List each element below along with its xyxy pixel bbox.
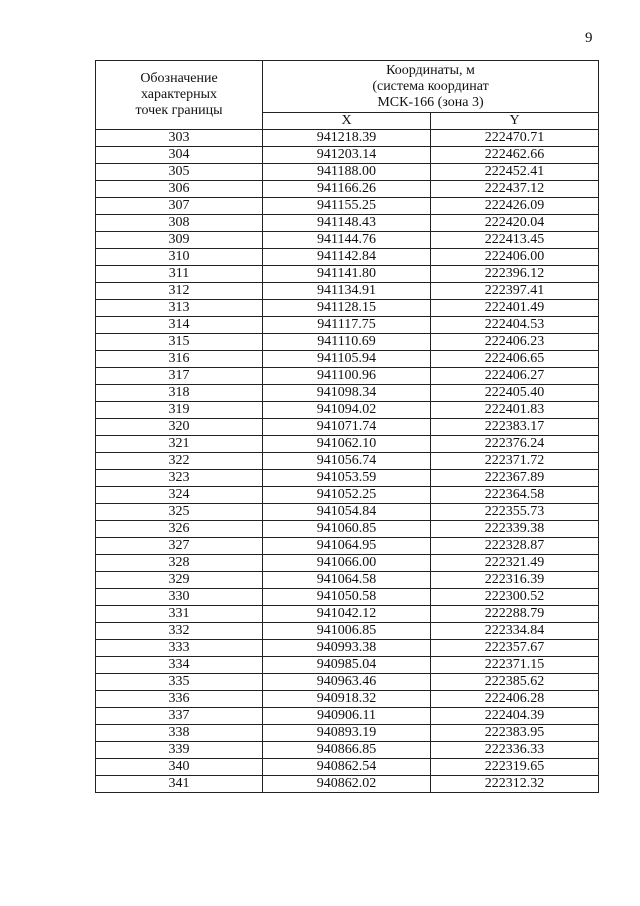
x-coordinate-cell: 941134.91 xyxy=(263,283,431,300)
table-row xyxy=(96,402,599,419)
x-coordinate-cell: 941094.02 xyxy=(263,402,431,419)
table-row xyxy=(96,572,599,589)
x-coordinate-cell: 940862.02 xyxy=(263,776,431,793)
point-id-cell: 332 xyxy=(96,623,263,640)
x-coordinate-cell: 941141.80 xyxy=(263,266,431,283)
point-id-cell: 334 xyxy=(96,657,263,674)
header-point-line: Обозначение xyxy=(140,71,218,86)
y-coordinate-cell: 222364.58 xyxy=(431,487,599,504)
point-id-cell: 326 xyxy=(96,521,263,538)
table-row xyxy=(96,674,599,691)
point-id-cell: 327 xyxy=(96,538,263,555)
x-coordinate-cell: 941188.00 xyxy=(263,164,431,181)
y-coordinate-cell: 222383.17 xyxy=(431,419,599,436)
table-row xyxy=(96,351,599,368)
point-id-cell: 318 xyxy=(96,385,263,402)
header-y: Y xyxy=(431,113,599,130)
y-coordinate-cell: 222470.71 xyxy=(431,130,599,147)
x-coordinate-cell: 941071.74 xyxy=(263,419,431,436)
point-id-cell: 307 xyxy=(96,198,263,215)
coordinates-table xyxy=(95,60,599,793)
y-coordinate-cell: 222300.52 xyxy=(431,589,599,606)
table-row xyxy=(96,266,599,283)
table-row xyxy=(96,538,599,555)
y-coordinate-cell: 222355.73 xyxy=(431,504,599,521)
table-row xyxy=(96,742,599,759)
table-row xyxy=(96,589,599,606)
x-coordinate-cell: 941050.58 xyxy=(263,589,431,606)
table-row xyxy=(96,640,599,657)
point-id-cell: 321 xyxy=(96,436,263,453)
y-coordinate-cell: 222367.89 xyxy=(431,470,599,487)
x-coordinate-cell: 940985.04 xyxy=(263,657,431,674)
header-coord-line: (система координат xyxy=(372,78,489,94)
table-row xyxy=(96,385,599,402)
point-id-cell: 311 xyxy=(96,266,263,283)
point-id-cell: 337 xyxy=(96,708,263,725)
y-coordinate-cell: 222406.28 xyxy=(431,691,599,708)
table-row xyxy=(96,164,599,181)
point-id-cell: 320 xyxy=(96,419,263,436)
y-coordinate-cell: 222404.53 xyxy=(431,317,599,334)
x-coordinate-cell: 940918.32 xyxy=(263,691,431,708)
table-row xyxy=(96,436,599,453)
table-row xyxy=(96,725,599,742)
x-coordinate-cell: 941142.84 xyxy=(263,249,431,266)
point-id-cell: 323 xyxy=(96,470,263,487)
point-id-cell: 315 xyxy=(96,334,263,351)
header-point-line: характерных xyxy=(140,87,218,102)
point-id-cell: 308 xyxy=(96,215,263,232)
table-row xyxy=(96,215,599,232)
x-coordinate-cell: 941155.25 xyxy=(263,198,431,215)
table-row xyxy=(96,334,599,351)
x-coordinate-cell: 941056.74 xyxy=(263,453,431,470)
page-number: 9 xyxy=(585,30,593,46)
x-coordinate-cell: 941105.94 xyxy=(263,351,431,368)
table-row xyxy=(96,759,599,776)
y-coordinate-cell: 222288.79 xyxy=(431,606,599,623)
header-point-designation xyxy=(96,61,263,130)
table-row xyxy=(96,130,599,147)
table-row xyxy=(96,198,599,215)
y-coordinate-cell: 222371.15 xyxy=(431,657,599,674)
y-coordinate-cell: 222383.95 xyxy=(431,725,599,742)
point-id-cell: 313 xyxy=(96,300,263,317)
header-coord-line: Координаты, м xyxy=(386,62,475,78)
point-id-cell: 324 xyxy=(96,487,263,504)
point-id-cell: 309 xyxy=(96,232,263,249)
table-row xyxy=(96,708,599,725)
point-id-cell: 330 xyxy=(96,589,263,606)
header-coordinates xyxy=(263,61,599,113)
x-coordinate-cell: 941100.96 xyxy=(263,368,431,385)
y-coordinate-cell: 222336.33 xyxy=(431,742,599,759)
y-coordinate-cell: 222328.87 xyxy=(431,538,599,555)
y-coordinate-cell: 222316.39 xyxy=(431,572,599,589)
y-coordinate-cell: 222321.49 xyxy=(431,555,599,572)
table-row xyxy=(96,521,599,538)
x-coordinate-cell: 941062.10 xyxy=(263,436,431,453)
point-id-cell: 304 xyxy=(96,147,263,164)
table-row xyxy=(96,147,599,164)
x-coordinate-cell: 941098.34 xyxy=(263,385,431,402)
table-row xyxy=(96,232,599,249)
y-coordinate-cell: 222404.39 xyxy=(431,708,599,725)
x-coordinate-cell: 940963.46 xyxy=(263,674,431,691)
x-coordinate-cell: 940906.11 xyxy=(263,708,431,725)
x-coordinate-cell: 940893.19 xyxy=(263,725,431,742)
x-coordinate-cell: 941053.59 xyxy=(263,470,431,487)
point-id-cell: 341 xyxy=(96,776,263,793)
table-row xyxy=(96,657,599,674)
table-row xyxy=(96,606,599,623)
point-id-cell: 338 xyxy=(96,725,263,742)
table-row xyxy=(96,419,599,436)
point-id-cell: 314 xyxy=(96,317,263,334)
y-coordinate-cell: 222385.62 xyxy=(431,674,599,691)
x-coordinate-cell: 941006.85 xyxy=(263,623,431,640)
table-row xyxy=(96,776,599,793)
y-coordinate-cell: 222420.04 xyxy=(431,215,599,232)
point-id-cell: 328 xyxy=(96,555,263,572)
x-coordinate-cell: 940866.85 xyxy=(263,742,431,759)
point-id-cell: 340 xyxy=(96,759,263,776)
table-row xyxy=(96,691,599,708)
point-id-cell: 306 xyxy=(96,181,263,198)
y-coordinate-cell: 222357.67 xyxy=(431,640,599,657)
x-coordinate-cell: 941054.84 xyxy=(263,504,431,521)
table-row xyxy=(96,249,599,266)
point-id-cell: 325 xyxy=(96,504,263,521)
y-coordinate-cell: 222397.41 xyxy=(431,283,599,300)
y-coordinate-cell: 222406.65 xyxy=(431,351,599,368)
point-id-cell: 331 xyxy=(96,606,263,623)
y-coordinate-cell: 222401.83 xyxy=(431,402,599,419)
table-header xyxy=(96,61,599,130)
table-row xyxy=(96,555,599,572)
x-coordinate-cell: 941064.58 xyxy=(263,572,431,589)
x-coordinate-cell: 940993.38 xyxy=(263,640,431,657)
header-point-line: точек границы xyxy=(135,103,223,118)
y-coordinate-cell: 222406.27 xyxy=(431,368,599,385)
table-body xyxy=(96,130,599,793)
y-coordinate-cell: 222406.00 xyxy=(431,249,599,266)
table-row xyxy=(96,623,599,640)
x-coordinate-cell: 941218.39 xyxy=(263,130,431,147)
x-coordinate-cell: 941144.76 xyxy=(263,232,431,249)
y-coordinate-cell: 222437.12 xyxy=(431,181,599,198)
x-coordinate-cell: 941166.26 xyxy=(263,181,431,198)
x-coordinate-cell: 941052.25 xyxy=(263,487,431,504)
y-coordinate-cell: 222334.84 xyxy=(431,623,599,640)
header-coord-line: МСК-166 (зона 3) xyxy=(377,94,484,110)
x-coordinate-cell: 941064.95 xyxy=(263,538,431,555)
y-coordinate-cell: 222319.65 xyxy=(431,759,599,776)
y-coordinate-cell: 222406.23 xyxy=(431,334,599,351)
point-id-cell: 333 xyxy=(96,640,263,657)
table-row xyxy=(96,181,599,198)
y-coordinate-cell: 222396.12 xyxy=(431,266,599,283)
x-coordinate-cell: 941117.75 xyxy=(263,317,431,334)
y-coordinate-cell: 222405.40 xyxy=(431,385,599,402)
point-id-cell: 316 xyxy=(96,351,263,368)
table-row xyxy=(96,317,599,334)
point-id-cell: 305 xyxy=(96,164,263,181)
y-coordinate-cell: 222426.09 xyxy=(431,198,599,215)
y-coordinate-cell: 222312.32 xyxy=(431,776,599,793)
point-id-cell: 322 xyxy=(96,453,263,470)
x-coordinate-cell: 941110.69 xyxy=(263,334,431,351)
y-coordinate-cell: 222462.66 xyxy=(431,147,599,164)
x-coordinate-cell: 941128.15 xyxy=(263,300,431,317)
point-id-cell: 317 xyxy=(96,368,263,385)
point-id-cell: 335 xyxy=(96,674,263,691)
point-id-cell: 319 xyxy=(96,402,263,419)
y-coordinate-cell: 222376.24 xyxy=(431,436,599,453)
table-row xyxy=(96,487,599,504)
x-coordinate-cell: 941060.85 xyxy=(263,521,431,538)
table-row xyxy=(96,300,599,317)
y-coordinate-cell: 222401.49 xyxy=(431,300,599,317)
point-id-cell: 310 xyxy=(96,249,263,266)
header-x: X xyxy=(263,113,431,130)
x-coordinate-cell: 941042.12 xyxy=(263,606,431,623)
table-row xyxy=(96,368,599,385)
point-id-cell: 336 xyxy=(96,691,263,708)
y-coordinate-cell: 222339.38 xyxy=(431,521,599,538)
table-row xyxy=(96,470,599,487)
table-row xyxy=(96,504,599,521)
x-coordinate-cell: 941148.43 xyxy=(263,215,431,232)
point-id-cell: 312 xyxy=(96,283,263,300)
table-row xyxy=(96,453,599,470)
x-coordinate-cell: 940862.54 xyxy=(263,759,431,776)
point-id-cell: 329 xyxy=(96,572,263,589)
table-row xyxy=(96,283,599,300)
x-coordinate-cell: 941066.00 xyxy=(263,555,431,572)
y-coordinate-cell: 222452.41 xyxy=(431,164,599,181)
point-id-cell: 339 xyxy=(96,742,263,759)
point-id-cell: 303 xyxy=(96,130,263,147)
y-coordinate-cell: 222371.72 xyxy=(431,453,599,470)
y-coordinate-cell: 222413.45 xyxy=(431,232,599,249)
x-coordinate-cell: 941203.14 xyxy=(263,147,431,164)
